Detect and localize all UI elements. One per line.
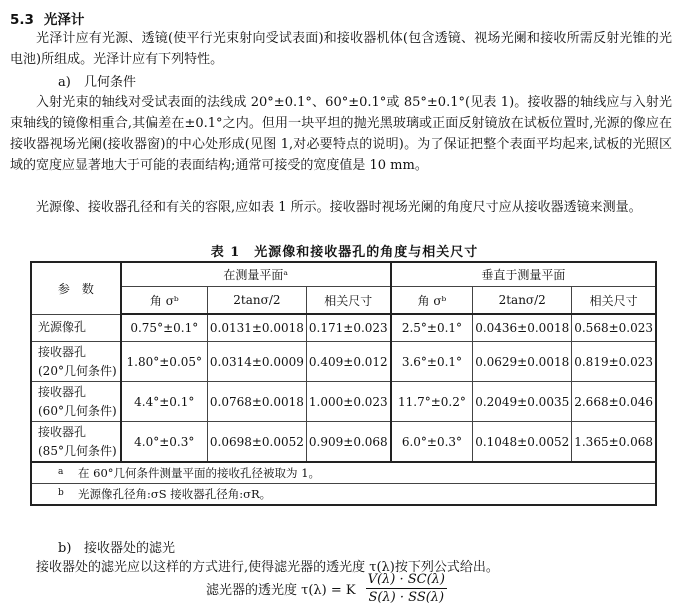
angle-perp-header: 角 σᵇ [391,287,473,315]
transmittance-formula [206,572,447,605]
cell-angle-in: 0.75°±0.1° [121,314,208,342]
row-label-line1: 接收器孔 [38,384,87,399]
cell-rel-in: 0.409±0.012 [306,342,390,382]
table-title: 表 1 光源像和接收器孔的角度与相关尺寸 [210,245,479,260]
relative-size-in-plane-header: 相关尺寸 [306,287,390,315]
cell-angle-perp: 2.5°±0.1° [391,314,473,342]
cell-tan-perp: 0.1048±0.0052 [473,422,572,463]
cell-rel-in: 0.171±0.023 [306,314,390,342]
table-row [31,382,656,422]
row-label [31,314,121,342]
cell-rel-perp: 0.568±0.023 [572,314,656,342]
row-label-line2: (60°几何条件) [38,403,117,418]
cell-rel-perp: 0.819±0.023 [572,342,656,382]
cell-tan-in: 0.0131±0.0018 [207,314,306,342]
footnote-a [31,462,656,484]
cell-tan-in: 0.0698±0.0052 [207,422,306,463]
table-row [31,422,656,463]
formula-numerator: V(λ) · SC(λ) [367,572,445,587]
table-row [31,342,656,382]
perpendicular-group-header: 垂直于测量平面 [391,262,656,287]
table-header-row-1 [31,262,656,287]
footnote-a-text: 在 60°几何条件测量平面的接收孔径被取为 1。 [78,466,321,480]
cell-tan-perp: 0.2049±0.0035 [473,382,572,422]
angle-in-plane-header: 角 σᵇ [121,287,208,315]
cell-angle-perp: 6.0°±0.3° [391,422,473,463]
cell-rel-perp: 1.365±0.068 [572,422,656,463]
subsection-a-title: 几何条件 [84,75,137,90]
cell-tan-perp: 0.0629±0.0018 [473,342,572,382]
subsection-b-heading [58,537,175,556]
cell-angle-perp: 11.7°±0.2° [391,382,473,422]
cell-angle-in: 4.0°±0.3° [121,422,208,463]
section-heading [10,8,84,28]
formula-denominator: S(λ) · SS(λ) [368,590,445,605]
row-label-line1: 光源像孔 [38,320,87,335]
subsection-a-heading [58,71,136,90]
row-label-line1: 接收器孔 [38,424,87,439]
row-label [31,422,121,463]
table-footnote-row [31,462,656,484]
footnote-b [31,484,656,506]
filter-paragraph: 接收器处的滤光应以这样的方式进行,使得滤光器的透光度 τ(λ)按下列公式给出。 [36,560,499,575]
cell-rel-in: 0.909±0.068 [306,422,390,463]
aperture-table [30,261,657,506]
cell-tan-in: 0.0768±0.0018 [207,382,306,422]
tan-in-plane-header: 2tanσ/2 [207,287,306,315]
in-plane-group-header: 在测量平面ᵃ [121,262,391,287]
footnote-b-mark: b [58,488,64,498]
row-label-line2: (85°几何条件) [38,443,117,458]
param-column-header: 参 数 [31,262,121,314]
cell-tan-in: 0.0314±0.0009 [207,342,306,382]
intro-paragraph: 光泽计应有光源、透镜(使平行光束射向受试表面)和接收器机体(包含透镜、视场光阑和接收所需反射光锥的光电池)所组成。光泽计应有下列特性。 [10,31,672,67]
tan-perp-header: 2tanσ/2 [473,287,572,315]
section-title: 光泽计 [43,12,85,28]
geometry-paragraph: 入射光束的轴线对受试表面的法线成 20°±0.1°、60°±0.1°或 85°±0.1°(见表 1)。接收器的轴线应与入射光束轴线的镜像相重合,其偏差在±0.1°之内。但用一块平坦的抛光黑玻璃或正面反射镜放在试板位置时,光源的像应在接收器视场光阑(接收器窗)的中心处形成(见图 1,对必要特点的说明)。为了保证把整个表面平均起来,试板的光照区域的宽度应显著地大于可能的表面结构;通常可接受的宽度值是 10 mm。 [10,95,672,173]
relative-size-perp-header: 相关尺寸 [572,287,656,315]
row-label [31,342,121,382]
subsection-b-marker: b) [58,541,72,556]
subsection-a-marker: a) [58,75,71,90]
row-label-line1: 接收器孔 [38,344,87,359]
footnote-b-text: 光源像孔径角:σS 接收器孔径角:σR。 [78,487,272,501]
cell-angle-in: 1.80°±0.05° [121,342,208,382]
formula-lhs: 滤光器的透光度 τ(λ) = K [206,583,356,598]
row-label [31,382,121,422]
cell-angle-in: 4.4°±0.1° [121,382,208,422]
formula-fraction [366,572,447,605]
table-footnote-row [31,484,656,506]
table-row [31,314,656,342]
cell-rel-in: 1.000±0.023 [306,382,390,422]
table-header-row-2 [31,287,656,315]
row-label-line2: (20°几何条件) [38,363,117,378]
table-reference-paragraph: 光源像、接收器孔径和有关的容限,应如表 1 所示。接收器时视场光阑的角度尺寸应从接收器透镜来测量。 [36,200,642,215]
cell-angle-perp: 3.6°±0.1° [391,342,473,382]
subsection-b-title: 接收器处的滤光 [84,541,176,556]
cell-tan-perp: 0.0436±0.0018 [473,314,572,342]
cell-rel-perp: 2.668±0.046 [572,382,656,422]
footnote-a-mark: a [58,467,64,477]
section-number: 5.3 [10,12,34,28]
